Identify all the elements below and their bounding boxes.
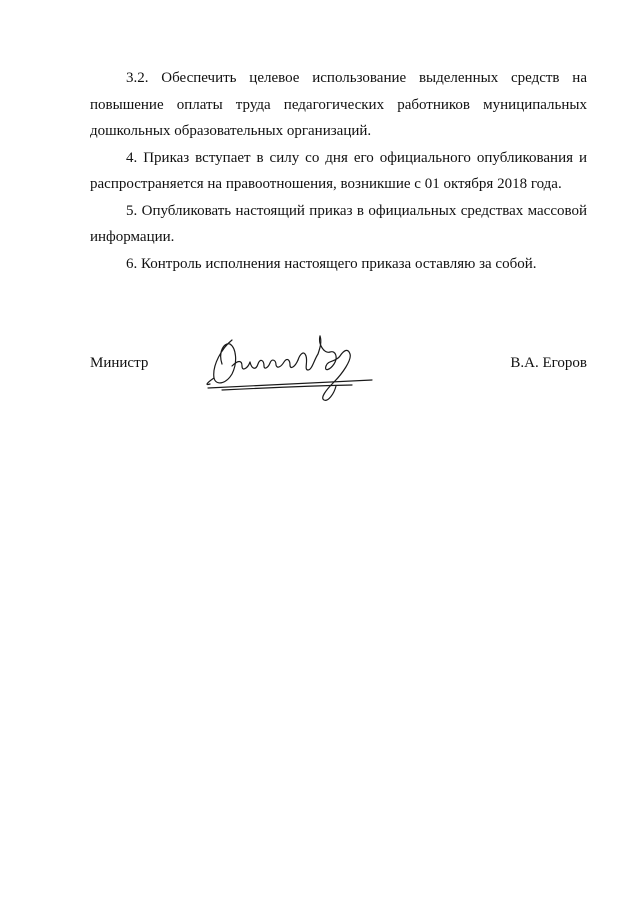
handwritten-signature-icon <box>202 330 377 405</box>
document-body <box>90 65 587 277</box>
paragraph-6: 6. Контроль исполнения настоящего приказа оставляю за собой. <box>126 255 537 272</box>
signer-name: В.А. Егоров <box>510 355 587 371</box>
paragraph-5: 5. Опубликовать настоящий приказ в официальных средствах массовой информации. <box>90 202 587 245</box>
signer-position: Министр <box>90 355 149 371</box>
paragraph-4: 4. Приказ вступает в силу со дня его официального опубликования и распространяется на правоотношения, возникшие с 01 октября 2018 года. <box>90 149 587 192</box>
paragraph-3-2: 3.2. Обеспечить целевое использование выделенных средств на повышение оплаты труда педагогических работников муниципальных дошкольных образовательных организаций. <box>90 70 587 139</box>
signature-block <box>90 330 587 410</box>
